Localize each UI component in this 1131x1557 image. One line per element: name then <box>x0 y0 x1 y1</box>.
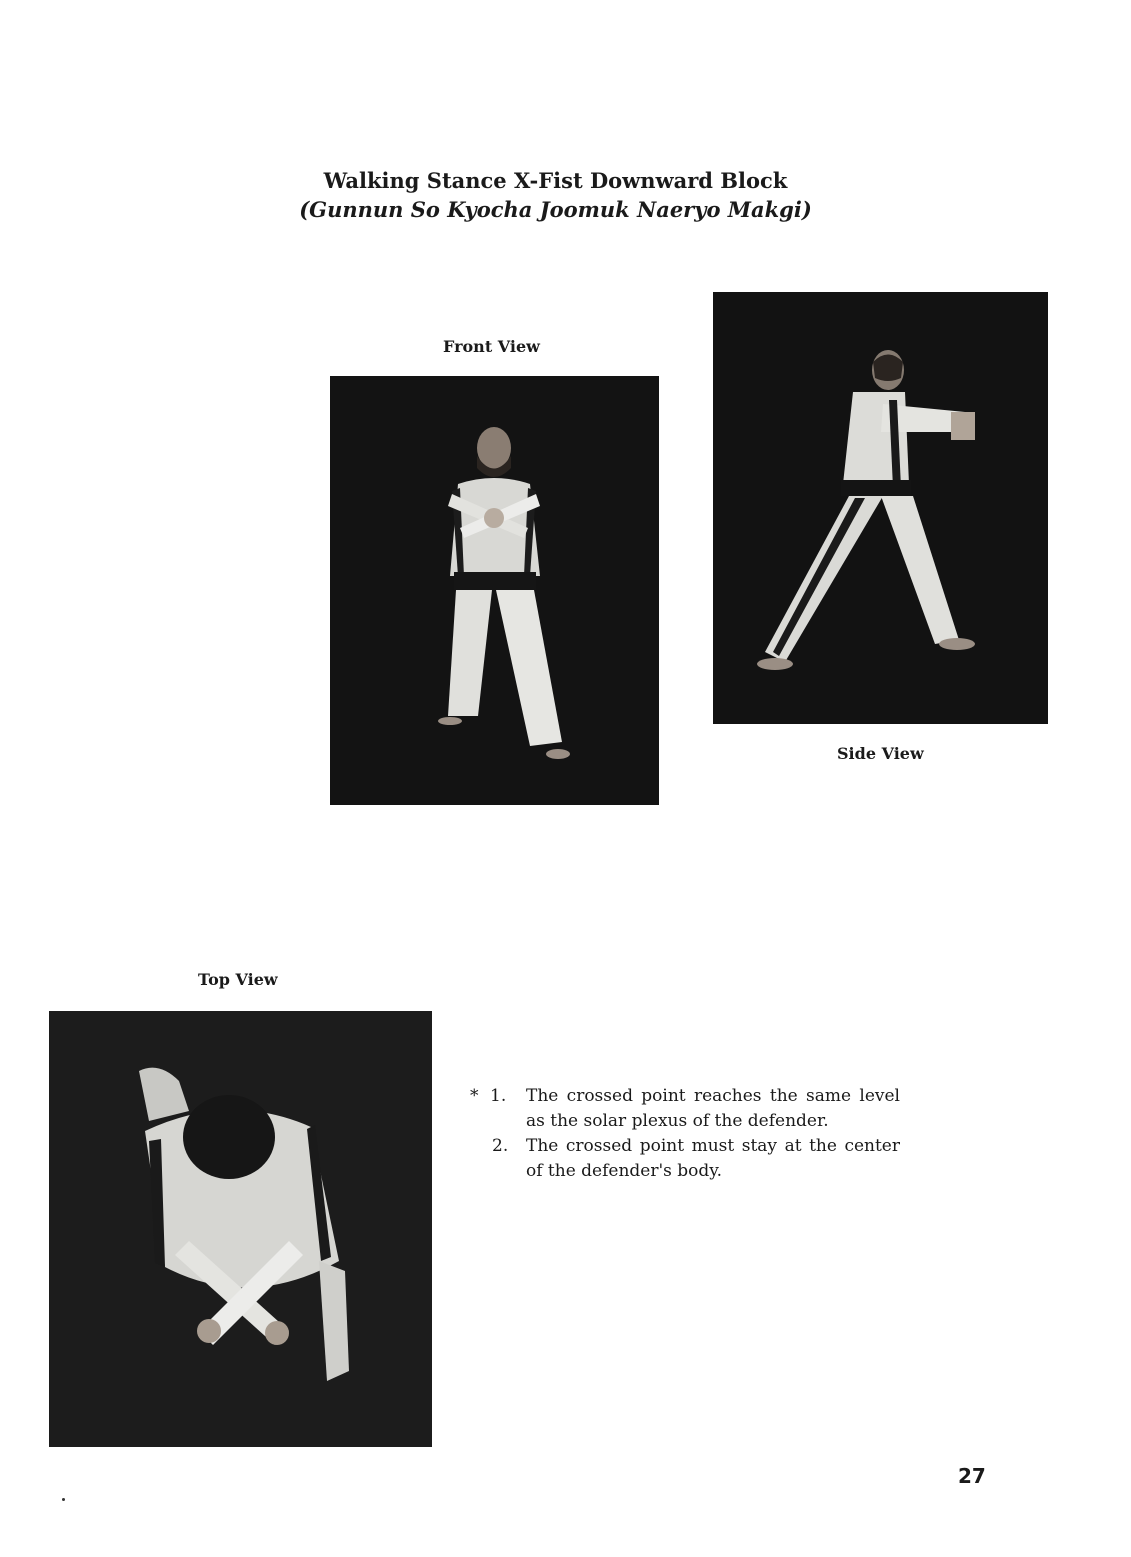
top-view-photo <box>49 1011 432 1447</box>
page-subtitle: (Gunnun So Kyocha Joomuk Naeryo Makgi) <box>299 197 812 222</box>
front-view-photo <box>330 376 659 805</box>
note-marker: * <box>470 1086 479 1106</box>
note-number: 2. <box>492 1136 509 1156</box>
front-view-caption: Front View <box>443 337 540 356</box>
side-view-caption: Side View <box>837 744 924 763</box>
notes-list <box>470 1084 900 1184</box>
top-view-caption: Top View <box>198 970 278 989</box>
note-text: The crossed point must stay at the center of the defender's body. <box>526 1136 900 1181</box>
list-item <box>470 1084 900 1134</box>
page-number: 27 <box>958 1464 986 1488</box>
page-title: Walking Stance X-Fist Downward Block <box>323 168 788 193</box>
side-view-photo <box>713 292 1048 724</box>
note-text: The crossed point reaches the same level as the solar plexus of the defender. <box>526 1086 900 1131</box>
note-number: 1. <box>490 1086 507 1106</box>
print-speck <box>62 1498 65 1501</box>
list-item <box>470 1134 900 1184</box>
